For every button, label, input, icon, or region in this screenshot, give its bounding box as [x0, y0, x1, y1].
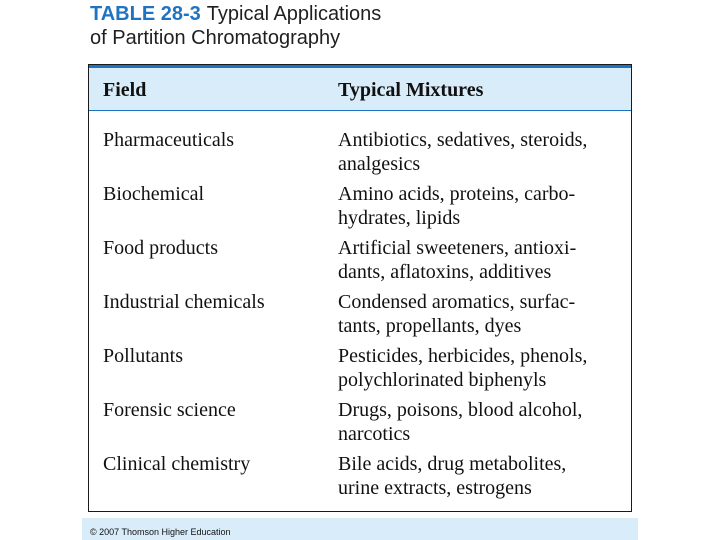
title-text-1: Typical Applications — [206, 3, 382, 25]
table-body — [89, 128, 631, 506]
mixtures-line: Bile acids, drug metabolites, — [338, 453, 567, 475]
applications-table — [88, 64, 632, 512]
cell-field: Clinical chemistry — [103, 453, 251, 475]
cell-field: Industrial chemicals — [103, 291, 265, 313]
table-title — [90, 2, 381, 50]
mixtures-line: hydrates, lipids — [338, 207, 461, 229]
cell-mixtures — [338, 236, 628, 284]
mixtures-line: Artificial sweeteners, antioxi- — [338, 237, 577, 259]
cell-field: Pharmaceuticals — [103, 129, 235, 151]
title-line-2: of Partition Chromatography — [90, 27, 341, 49]
table-row — [89, 398, 631, 452]
table-row — [89, 452, 631, 506]
mixtures-line: Pesticides, herbicides, phenols, — [338, 345, 588, 367]
cell-mixtures — [338, 344, 628, 392]
header-typical-mixtures: Typical Mixtures — [338, 79, 484, 101]
mixtures-line: Amino acids, proteins, carbo- — [338, 183, 576, 205]
table-row — [89, 128, 631, 182]
mixtures-line: analgesics — [338, 153, 421, 175]
cell-field: Pollutants — [103, 345, 184, 367]
mixtures-line: Condensed aromatics, surfac- — [338, 291, 576, 313]
table-row — [89, 182, 631, 236]
cell-mixtures — [338, 128, 628, 176]
table-row — [89, 290, 631, 344]
title-line-1 — [90, 2, 381, 26]
copyright-footer — [82, 518, 638, 540]
copyright-text: © 2007 Thomson Higher Education — [90, 527, 231, 537]
cell-field: Food products — [103, 237, 218, 259]
mixtures-line: polychlorinated biphenyls — [338, 369, 547, 391]
mixtures-line: Drugs, poisons, blood alcohol, — [338, 399, 583, 421]
mixtures-line: tants, propellants, dyes — [338, 315, 522, 337]
header-field: Field — [103, 79, 147, 101]
cell-mixtures — [338, 182, 628, 230]
cell-field: Forensic science — [103, 399, 236, 421]
cell-mixtures — [338, 398, 628, 446]
table-header-row — [89, 65, 631, 111]
mixtures-line: Antibiotics, sedatives, steroids, — [338, 129, 588, 151]
cell-field: Biochemical — [103, 183, 205, 205]
table-number: TABLE 28-3 — [90, 3, 201, 25]
mixtures-line: narcotics — [338, 423, 411, 445]
cell-mixtures — [338, 290, 628, 338]
table-row — [89, 236, 631, 290]
cell-mixtures — [338, 452, 628, 500]
mixtures-line: dants, aflatoxins, additives — [338, 261, 552, 283]
mixtures-line: urine extracts, estrogens — [338, 477, 532, 499]
table-row — [89, 344, 631, 398]
